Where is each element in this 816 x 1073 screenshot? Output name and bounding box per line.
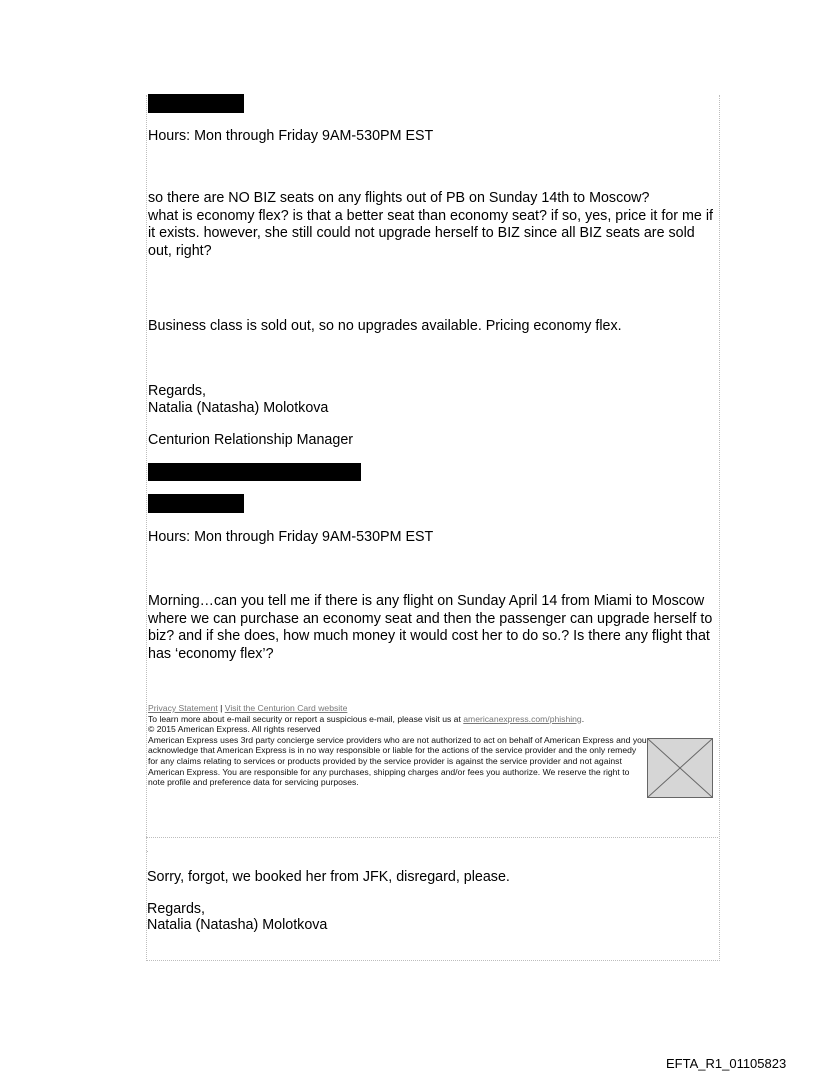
separator-dot: . — [146, 844, 149, 854]
regards-text: Regards, — [147, 901, 206, 917]
signature-name: Natalia (Natasha) Molotkova — [148, 400, 329, 416]
answer-text: Business class is sold out, so no upgrades available. Pricing economy flex. — [148, 318, 622, 334]
signature-name: Natalia (Natasha) Molotkova — [147, 917, 328, 933]
original-request-text: Morning…can you tell me if there is any flight on Sunday April 14 from Miami to Moscow where we can purchase an economy seat and then the passenger can upgrade herself to biz? and if she does, how much money it would cost her to do so.? Is there any flight that has ‘economy flex’? — [148, 593, 713, 662]
security-period: . — [581, 713, 585, 724]
copyright-text: © 2015 American Express. All rights reserved — [148, 724, 321, 735]
redaction-bar — [148, 463, 361, 481]
hours-text: Hours: Mon through Friday 9AM-530PM EST — [148, 128, 434, 144]
hours-text: Hours: Mon through Friday 9AM-530PM EST — [148, 529, 434, 545]
centurion-website-link[interactable]: Visit the Centurion Card website — [224, 703, 348, 713]
security-text: To learn more about e-mail security or report a suspicious e-mail, please visit us at — [148, 713, 461, 724]
image-placeholder-icon — [647, 738, 713, 798]
redaction-bar — [148, 94, 244, 113]
disclaimer-text: American Express uses 3rd party concierge service providers who are not authorized to act on behalf of American Express and you acknowledge that American Express is in no way responsible or liable for the actions of the service provider and the only remedy for any claims relating to services or products provided by the service provider is against the service provider and not against American Express. You are responsible for any purchases, shipping charges and/or fees you authorize. We reserve the right to note profile and preference data for servicing purposes. — [148, 734, 647, 788]
question-text: so there are NO BIZ seats on any flights out of PB on Sunday 14th to Moscow? what is economy flex? is that a better seat than economy seat? if so, yes, price it for me if it exists. however, she still could not upgrade herself to BIZ since all BIZ seats are sold out, right? — [148, 190, 713, 259]
regards-text: Regards, — [148, 383, 207, 399]
privacy-statement-link[interactable]: Privacy Statement — [148, 703, 218, 713]
redaction-bar — [148, 494, 244, 513]
reply-text: Sorry, forgot, we booked her from JFK, disregard, please. — [147, 869, 510, 885]
footer-separator: | — [220, 703, 223, 713]
signature-title: Centurion Relationship Manager — [148, 432, 354, 448]
phishing-link[interactable]: americanexpress.com/phishing — [463, 713, 582, 724]
legal-footer — [148, 703, 648, 788]
document-id: EFTA_R1_01105823 — [666, 1056, 787, 1071]
broken-image-icon — [648, 739, 712, 797]
